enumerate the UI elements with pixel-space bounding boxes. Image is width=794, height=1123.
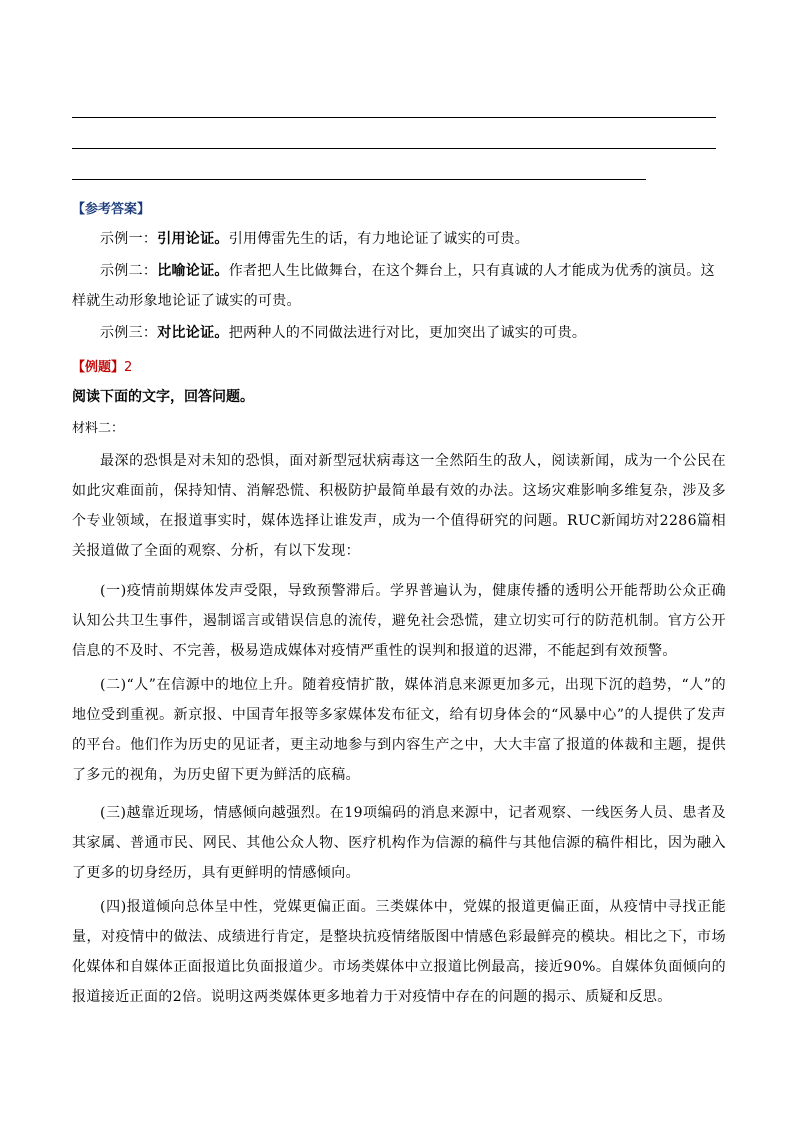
example-text: 引用傅雷先生的话，有力地论证了诚实的可贵。 xyxy=(228,231,530,247)
example-prefix: 示例一： xyxy=(100,231,158,247)
answer-blank-line xyxy=(72,117,716,118)
answer-blank-line xyxy=(72,148,716,149)
answer-example-1 xyxy=(72,224,722,254)
answer-example-2 xyxy=(72,256,722,316)
example-method: 引用论证。 xyxy=(157,231,229,247)
reference-answer-label: 【参考答案】 xyxy=(72,202,151,217)
answer-blank-line xyxy=(72,179,646,180)
material-paragraph-2: (一)疫情前期媒体发声受限，导致预警滞后。学界普遍认为，健康传播的透明公开能帮助公众正确认知公共卫生事件，遏制谣言或错误信息的流传，避免社会恐慌，建立切实可行的防范机制。官方公开信息的不及时、不完善，极易造成媒体对疫情严重性的误判和报道的迟滞，不能起到有效预警。 xyxy=(72,583,726,659)
example-text: 把两种人的不同做法进行对比，更加突出了诚实的可贵。 xyxy=(228,325,587,341)
question-instruction: 阅读下面的文字，回答问题。 xyxy=(72,389,254,405)
material-paragraph-3: (二)“人”在信源中的地位上升。随着疫情扩散，媒体消息来源更加多元，出现下沉的趋势，“人”的地位受到重视。新京报、中国青年报等多家媒体发布征文，给有切身体会的“风暴中心”的人提供了发声的平台。他们作为历史的见证者，更主动地参与到内容生产之中，大大丰富了报道的体裁和主题，提供了多元的视角，为历史留下更为鲜活的底稿。 xyxy=(72,677,726,783)
example-tag: 【例题】 xyxy=(72,360,125,375)
answer-example-3 xyxy=(72,318,722,348)
example-prefix: 示例二： xyxy=(100,263,158,279)
example-number: 2 xyxy=(124,360,133,375)
example-prefix: 示例三： xyxy=(100,325,158,341)
material-label: 材料二： xyxy=(72,421,125,436)
material-paragraph-5: (四)报道倾向总体呈中性，党媒更偏正面。三类媒体中，党媒的报道更偏正面，从疫情中寻找正能量，对疫情中的做法、成绩进行肯定，是整块抗疫情绪版图中情感色彩最鲜亮的模块。相比之下，市场化媒体和自媒体正面报道比负面报道少。市场类媒体中立报道比例最高，接近90%。自媒体负面倾向的报道接近正面的2倍。说明这两类媒体更多地着力于对疫情中存在的问题的揭示、质疑和反思。 xyxy=(72,899,726,1005)
example-question-label xyxy=(72,356,132,375)
material-paragraph-1: 最深的恐惧是对未知的恐惧，面对新型冠状病毒这一全然陌生的敌人，阅读新闻，成为一个公民在如此灾难面前，保持知情、消解恐慌、积极防护最简单最有效的办法。这场灾难影响多维复杂，涉及多个专业领域，在报道事实时，媒体选择让谁发声，成为一个值得研究的问题。RUC新闻坊对2286篇相关报道做了全面的观察、分析，有以下发现： xyxy=(72,453,726,559)
example-method: 对比论证。 xyxy=(157,325,229,341)
example-text: 作者把人生比做舞台，在这个舞台上，只有真诚的人才能成为优秀的演员。这样就生动形象地论证了诚实的可贵。 xyxy=(72,263,715,309)
material-paragraph-4: (三)越靠近现场，情感倾向越强烈。在19项编码的消息来源中，记者观察、一线医务人员、患者及其家属、普通市民、网民、其他公众人物、医疗机构作为信源的稿件与其他信源的稿件相比，因为融入了更多的切身经历，具有更鲜明的情感倾向。 xyxy=(72,805,726,881)
example-method: 比喻论证。 xyxy=(157,263,229,279)
